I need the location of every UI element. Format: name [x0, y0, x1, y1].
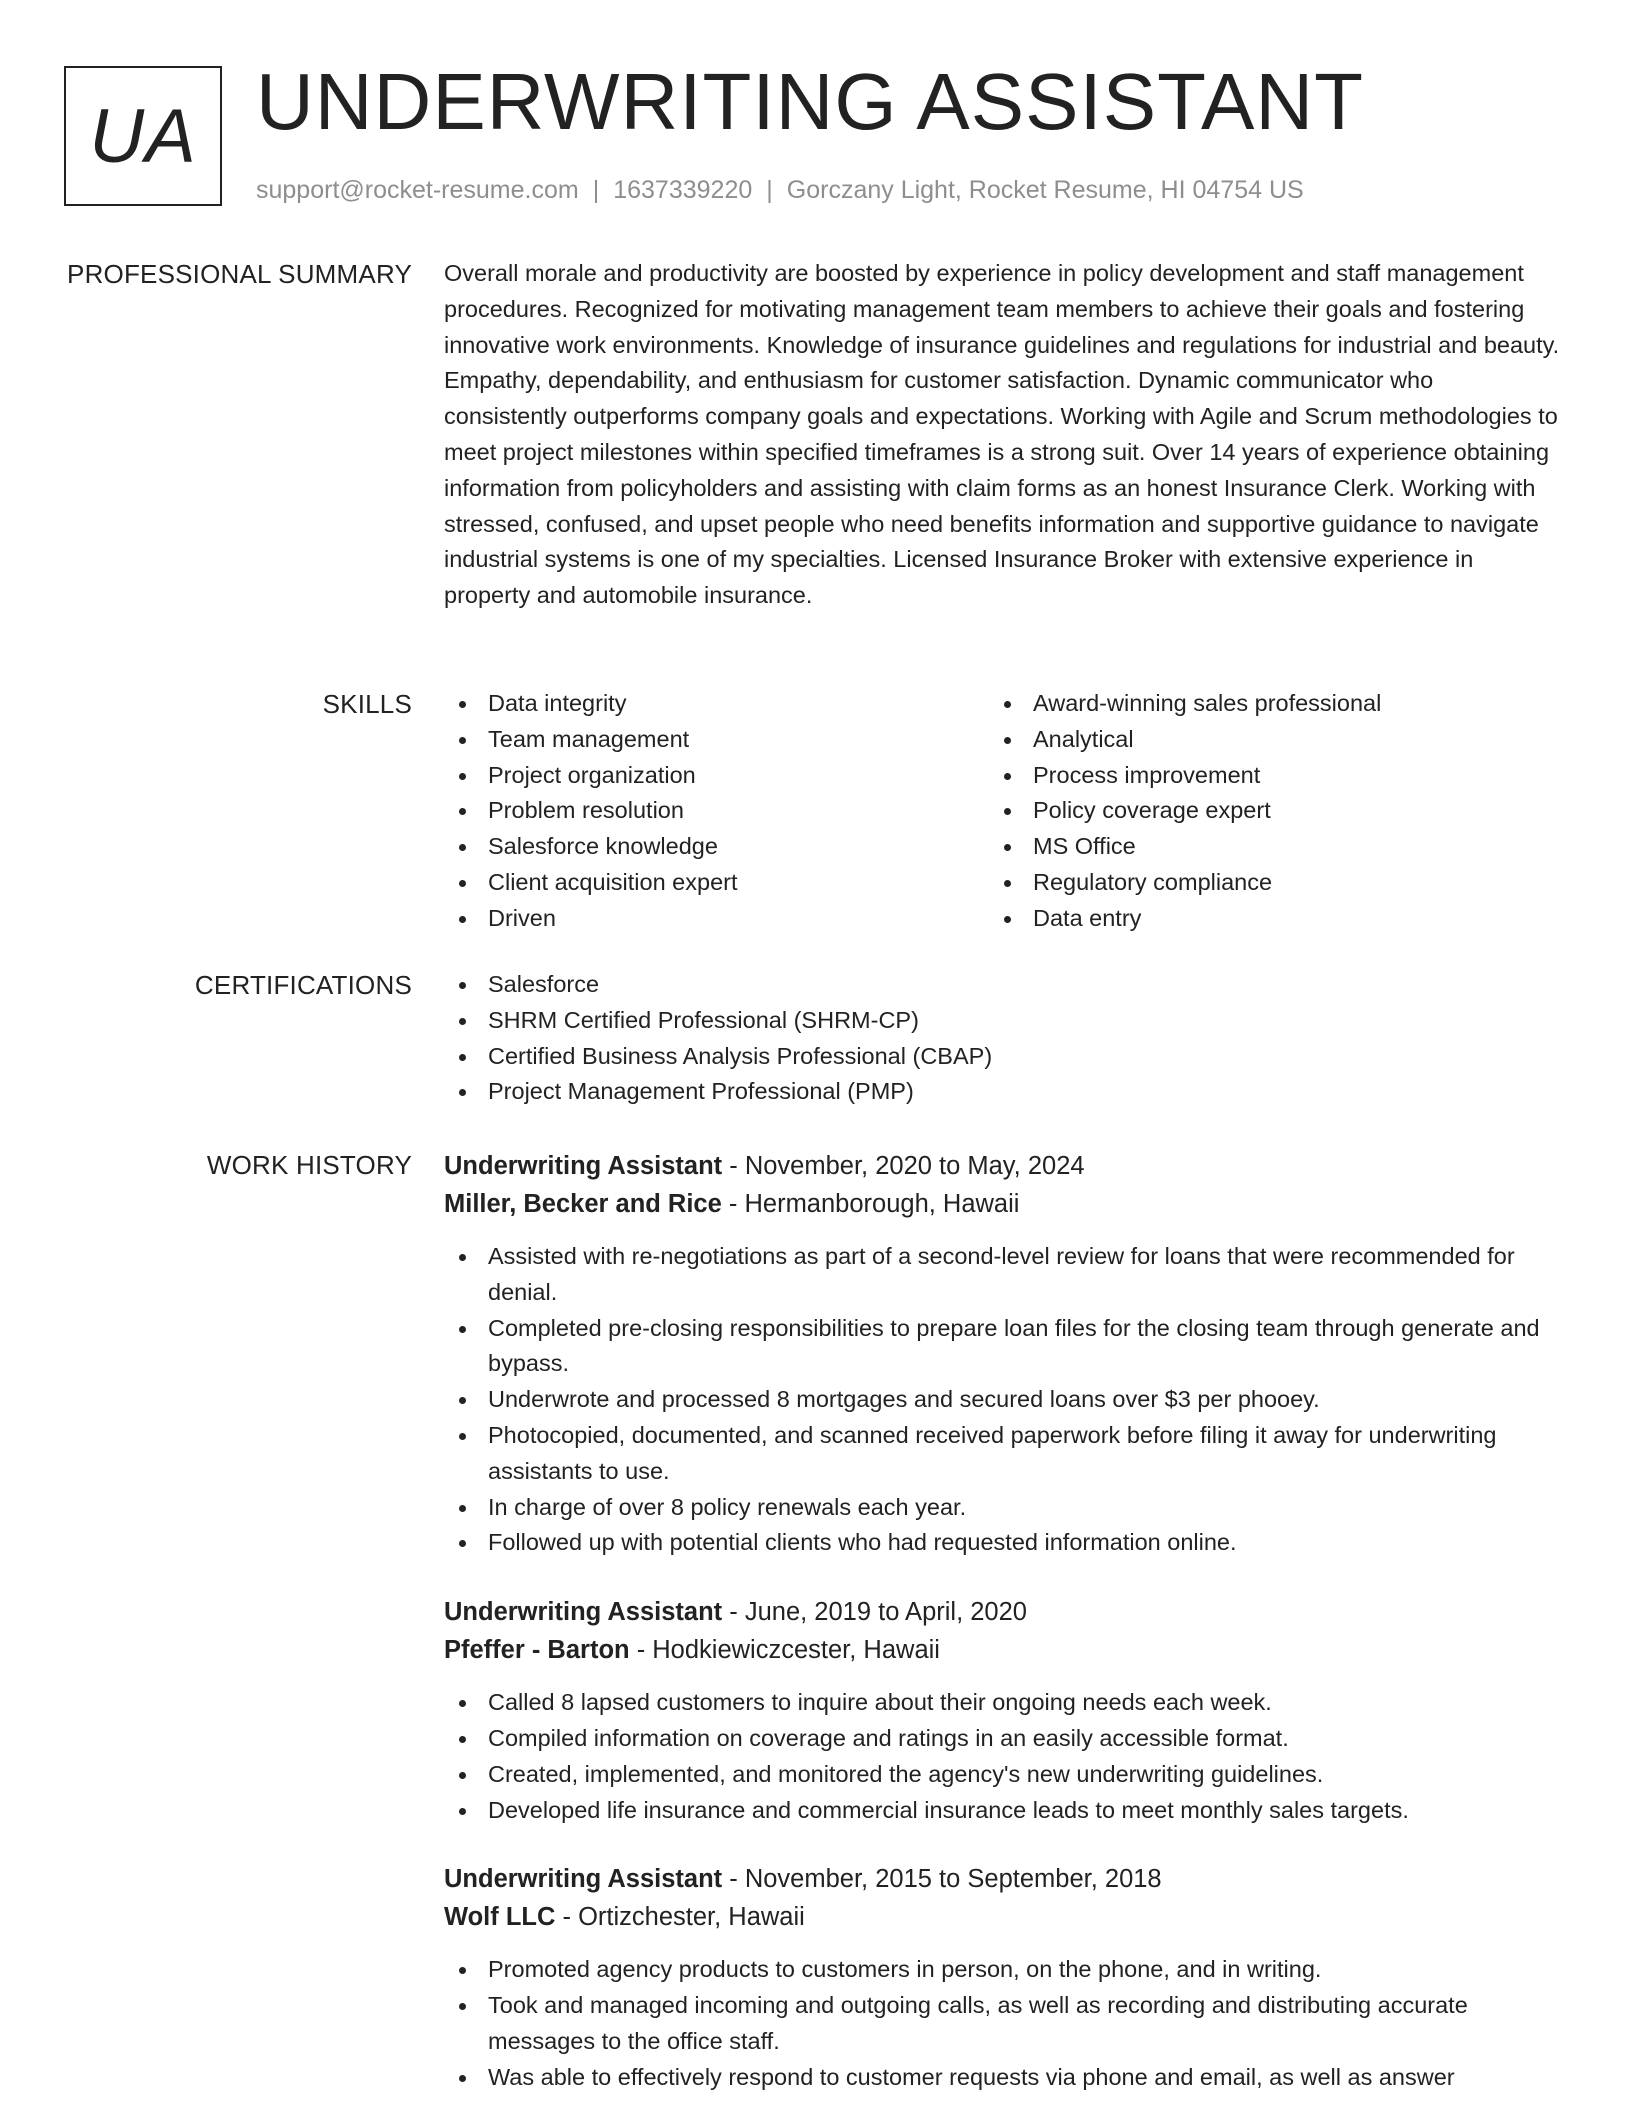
skill-item: Client acquisition expert	[444, 865, 989, 901]
skill-item: Regulatory compliance	[989, 865, 1534, 901]
job-duties-list	[444, 1952, 1560, 2095]
job-company: Wolf LLC	[444, 1903, 556, 1932]
skill-item: Problem resolution	[444, 793, 989, 829]
job-duty-item: Followed up with potential clients who had requested information online.	[444, 1525, 1560, 1561]
job-location: - Ortizchester, Hawaii	[555, 1903, 805, 1932]
job-duty-item: Assisted with re-negotiations as part of a second-level review for loans that were recommended for denial.	[444, 1239, 1560, 1311]
job-duty-item: Created, implemented, and monitored the agency's new underwriting guidelines.	[444, 1757, 1560, 1793]
job-company: Miller, Becker and Rice	[444, 1190, 722, 1218]
contact-email: support@rocket-resume.com	[256, 176, 579, 204]
contact-phone: 1637339220	[613, 176, 753, 204]
job-duty-item: Called 8 lapsed customers to inquire about their ongoing needs each week.	[444, 1685, 1560, 1721]
skill-item: Process improvement	[989, 758, 1534, 794]
skill-item: Data entry	[989, 901, 1534, 937]
certification-item: SHRM Certified Professional (SHRM-CP)	[444, 1003, 1560, 1039]
job-entry	[444, 1147, 1560, 1561]
certification-item: Certified Business Analysis Professional (CBAP)	[444, 1039, 1560, 1075]
skill-item: Data integrity	[444, 686, 989, 722]
job-entry	[444, 1593, 1560, 1828]
job-duty-item: Underwrote and processed 8 mortgages and secured loans over $3 per phooey.	[444, 1382, 1560, 1418]
work-history-heading: WORK HISTORY	[206, 1150, 412, 1180]
summary-text: Overall morale and productivity are boosted by experience in policy development and staff management procedures. Recognized for motivating management team members to achieve their goals and fostering innovative work environments. Knowledge of insurance guidelines and regulations for industrial and beauty. Empathy, dependability, and enthusiasm for customer satisfaction. Dynamic communicator who consistently outperforms company goals and expectations. Working with Agile and Scrum methodologies to meet project milestones within specified timeframes is a strong suit. Over 14 years of experience obtaining information from policyholders and assisting with claim forms as an honest Insurance Clerk. Working with stressed, confused, and upset people who need benefits information and supportive guidance to navigate industrial systems is one of my specialties. Licensed Insurance Broker with extensive experience in property and automobile insurance.	[444, 260, 1560, 609]
job-dates: - November, 2020 to May, 2024	[722, 1152, 1085, 1180]
job-company-line	[444, 1631, 1560, 1669]
job-title-line	[444, 1860, 1560, 1898]
certification-item: Project Management Professional (PMP)	[444, 1074, 1560, 1110]
skills-list-right	[989, 686, 1534, 937]
skill-item: Policy coverage expert	[989, 793, 1534, 829]
summary-body	[444, 256, 1560, 614]
job-dates: - June, 2019 to April, 2020	[722, 1598, 1027, 1627]
job-entry	[444, 1860, 1560, 2095]
skill-item: Team management	[444, 722, 989, 758]
skill-item: Analytical	[989, 722, 1534, 758]
job-company-line	[444, 1185, 1560, 1223]
job-duty-item: In charge of over 8 policy renewals each year.	[444, 1490, 1560, 1526]
resume-name-title: UNDERWRITING ASSISTANT	[256, 57, 1365, 146]
job-title-line	[444, 1593, 1560, 1631]
certifications-heading: CERTIFICATIONS	[194, 970, 412, 1000]
job-duty-item: Promoted agency products to customers in person, on the phone, and in writing.	[444, 1952, 1560, 1988]
summary-heading: PROFESSIONAL SUMMARY	[67, 259, 412, 289]
skill-item: MS Office	[989, 829, 1534, 865]
job-title-line	[444, 1147, 1560, 1185]
job-duty-item: Compiled information on coverage and ratings in an easily accessible format.	[444, 1721, 1560, 1757]
work-history-body	[444, 1147, 1560, 2128]
certification-item: Salesforce	[444, 967, 1560, 1003]
job-company-line	[444, 1898, 1560, 1936]
skill-item: Driven	[444, 901, 989, 937]
job-duties-list	[444, 1239, 1560, 1561]
contact-address: Gorczany Light, Rocket Resume, HI 04754 US	[786, 176, 1304, 204]
job-duty-item: Developed life insurance and commercial insurance leads to meet monthly sales targets.	[444, 1793, 1560, 1829]
job-dates: - November, 2015 to September, 2018	[722, 1865, 1162, 1894]
skills-list-left	[444, 686, 989, 937]
skills-heading: SKILLS	[322, 689, 412, 719]
monogram-logo: UA	[64, 66, 222, 206]
skill-item: Award-winning sales professional	[989, 686, 1534, 722]
job-duty-item: Completed pre-closing responsibilities to prepare loan files for the closing team through generate and bypass.	[444, 1311, 1560, 1383]
job-location: - Hodkiewiczcester, Hawaii	[629, 1636, 940, 1665]
skills-body	[444, 686, 1560, 937]
job-title: Underwriting Assistant	[444, 1598, 723, 1627]
contact-line	[256, 172, 1304, 208]
skill-item: Salesforce knowledge	[444, 829, 989, 865]
job-duties-list	[444, 1685, 1560, 1828]
job-title: Underwriting Assistant	[444, 1152, 723, 1180]
skill-item: Project organization	[444, 758, 989, 794]
job-title: Underwriting Assistant	[444, 1865, 723, 1894]
job-company: Pfeffer - Barton	[444, 1636, 630, 1665]
certifications-list	[444, 967, 1560, 1110]
certifications-body	[444, 967, 1560, 1110]
contact-separator: |	[766, 176, 773, 204]
job-location: - Hermanborough, Hawaii	[721, 1190, 1020, 1218]
job-duty-item: Took and managed incoming and outgoing calls, as well as recording and distributing accurate messages to the office staff.	[444, 1988, 1560, 2060]
contact-separator: |	[592, 176, 600, 204]
job-duty-item: Was able to effectively respond to customer requests via phone and email, as well as answer	[444, 2060, 1560, 2096]
job-duty-item: Photocopied, documented, and scanned received paperwork before filing it away for underwriting assistants to use.	[444, 1418, 1560, 1490]
